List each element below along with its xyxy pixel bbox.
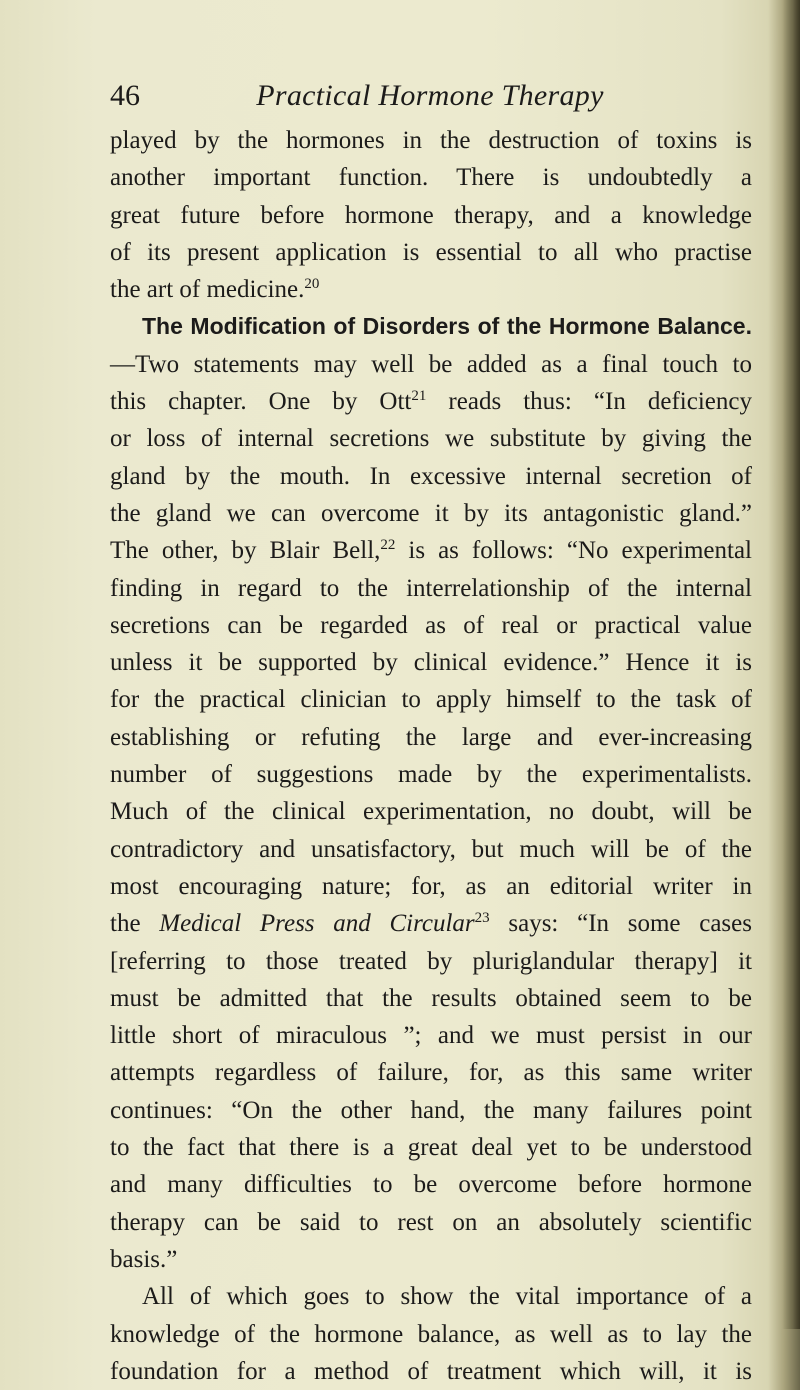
text-line: most encouraging nature; for, as an editorial writer in bbox=[110, 872, 752, 900]
text-line: to the fact that there is a great deal yet to be understood bbox=[110, 1134, 752, 1162]
text-line: finding in regard to the interrelationship of the internal bbox=[110, 574, 752, 602]
text-run: says: “In some cases bbox=[489, 910, 752, 938]
text-line: All of which goes to show the vital importance of a bbox=[142, 1283, 752, 1311]
text-line: continues: “On the other hand, the many failures point bbox=[110, 1096, 752, 1124]
text-line: or loss of internal secretions we substitute by giving the bbox=[110, 425, 752, 453]
page-edge-shadow bbox=[782, 0, 800, 1329]
text-line: [referring to those treated by pluriglandular therapy] it bbox=[110, 947, 752, 975]
footnote-ref: 21 bbox=[411, 388, 427, 405]
text-line: knowledge of the hormone balance, as well as to lay the bbox=[110, 1320, 752, 1348]
text-run: the bbox=[110, 910, 160, 938]
section-heading: The Modification of Disorders of the Hormone Balance. bbox=[142, 313, 752, 340]
text-line: number of suggestions made by the experimentalists. bbox=[110, 761, 752, 789]
text-line: for the practical clinician to apply himself to the task of bbox=[110, 686, 752, 714]
text-run: is as follows: “No experimental bbox=[395, 537, 753, 565]
footnote-ref: 23 bbox=[474, 910, 490, 927]
text-line: of its present application is essential to all who practise bbox=[110, 238, 752, 266]
text-line: contradictory and unsatisfactory, but much will be of the bbox=[110, 835, 752, 863]
text-line: establishing or refuting the large and ever-increasing bbox=[110, 723, 752, 751]
page-header bbox=[110, 76, 750, 116]
text-line: basis.” bbox=[110, 1245, 178, 1273]
text-line bbox=[110, 383, 752, 420]
text-line: gland by the mouth. In excessive internal secretion of bbox=[110, 462, 752, 490]
text-line: foundation for a method of treatment which will, it is bbox=[110, 1357, 752, 1385]
body-text bbox=[110, 122, 752, 1390]
text-line: secretions can be regarded as of real or practical value bbox=[110, 611, 752, 639]
text-run: reads thus: “In deficiency bbox=[426, 388, 752, 416]
text-run: the art of medicine. bbox=[110, 276, 305, 304]
text-line: therapy can be said to rest on an absolutely scientific bbox=[110, 1208, 752, 1236]
journal-title: Medical Press and Circular bbox=[159, 910, 475, 938]
text-line: another important function. There is undoubtedly a bbox=[110, 164, 752, 192]
text-line: played by the hormones in the destruction of toxins is bbox=[110, 127, 752, 154]
footnote-ref: 20 bbox=[304, 276, 320, 293]
text-line: and many difficulties to be overcome before hormone bbox=[110, 1171, 752, 1199]
text-run: this chapter. One by Ott bbox=[110, 388, 412, 416]
text-line bbox=[110, 271, 752, 308]
text-line bbox=[110, 905, 752, 942]
section-heading-line bbox=[110, 308, 752, 345]
text-run: The other, by Blair Bell, bbox=[110, 537, 381, 565]
text-line: great future before hormone therapy, and a knowledge bbox=[110, 201, 752, 229]
text-line: —Two statements may well be added as a final touch to bbox=[110, 350, 752, 378]
text-line: Much of the clinical experimentation, no doubt, will be bbox=[110, 798, 752, 826]
text-line: little short of miraculous ”; and we must persist in our bbox=[110, 1022, 752, 1050]
text-line: must be admitted that the results obtained seem to be bbox=[110, 984, 752, 1012]
footnote-ref: 22 bbox=[380, 537, 396, 554]
text-line: the gland we can overcome it by its antagonistic gland.” bbox=[110, 499, 752, 527]
text-line: unless it be supported by clinical evidence.” Hence it is bbox=[110, 649, 752, 677]
text-line bbox=[110, 532, 752, 569]
page-number: 46 bbox=[110, 79, 140, 112]
text-line: attempts regardless of failure, for, as this same writer bbox=[110, 1059, 752, 1087]
running-title: Practical Hormone Therapy bbox=[256, 79, 604, 112]
